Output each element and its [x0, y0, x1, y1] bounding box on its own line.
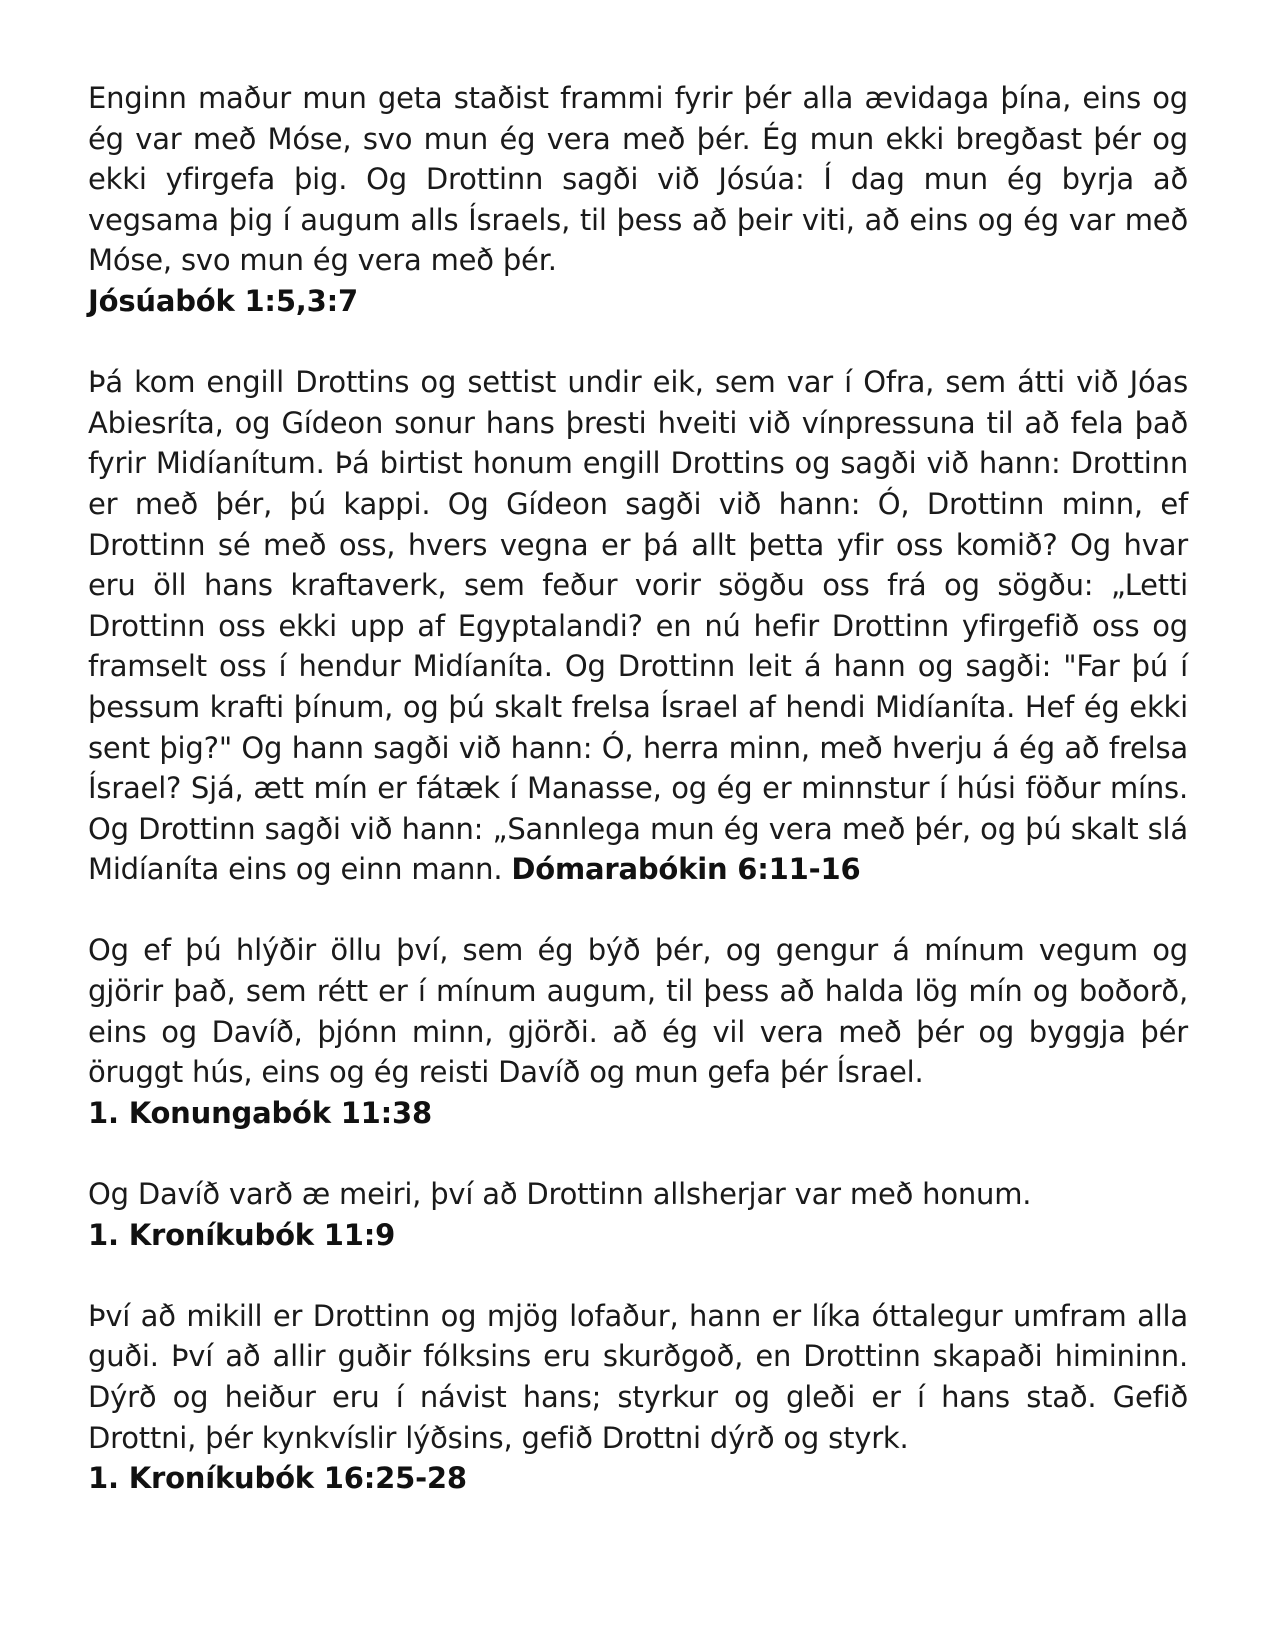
verse-reference: Dómarabókin 6:11-16 [511, 852, 861, 887]
passage-1-kings [88, 930, 1188, 1133]
verse-text: Og ef þú hlýðir öllu því, sem ég býð þér, og gengur á mínum vegum og gjörir það, sem rétt er í mínum augum, til þess að halda lög mín og boðorð, eins og Davíð, þjónn minn, gjörði. að ég vil vera með þér og byggja þér öruggt hús, eins og ég reisti Davíð og mun gefa þér Ísrael. [88, 933, 1188, 1090]
verse-text: Því að mikill er Drottinn og mjög lofaður, hann er líka óttalegur umfram alla guði. Því að allir guðir fólksins eru skurðgoð, en Drottinn skapaði himininn. Dýrð og heiður eru í návist hans; styrkur og gleði er í hans stað. Gefið Drottni, þér kynkvíslir lýðsins, gefið Drottni dýrð og styrk. [88, 1298, 1188, 1455]
passage-1-chronicles-11 [88, 1174, 1188, 1255]
document-page [88, 78, 1188, 1539]
verse-text-with-inline-reference [88, 362, 1188, 890]
verse-reference: 1. Kroníkubók 11:9 [88, 1217, 396, 1252]
verse-text: Og Davíð varð æ meiri, því að Drottinn allsherjar var með honum. [88, 1177, 1032, 1212]
verse-reference: 1. Kroníkubók 16:25-28 [88, 1461, 467, 1496]
verse-reference: Jósúabók 1:5,3:7 [88, 283, 358, 318]
verse-text: Þá kom engill Drottins og settist undir eik, sem var í Ofra, sem átti við Jóas Abiesríta, og Gídeon sonur hans þresti hveiti við vínpressuna til að fela það fyrir Midíanítum. Þá birtist honum engill Drottins og sagði við hann: Drottinn er með þér, þú kappi. Og Gídeon sagði við hann: Ó, Drottinn minn, ef Drottinn sé með oss, hvers vegna er þá allt þetta yfir oss komið? Og hvar eru öll hans kraftaverk, sem feður vorir sögðu oss frá og sögðu: „Letti Drottinn oss ekki upp af Egyptalandi? en nú hefir Drottinn yfirgefið oss og framselt oss í hendur Midíaníta. Og Drottinn leit á hann og sagði: "Far þú í þessum krafti þínum, og þú skalt frelsa Ísrael af hendi Midíaníta. Hef ég ekki sent þig?" Og hann sagði við hann: Ó, herra minn, með hverju á ég að frelsa Ísrael? Sjá, ætt mín er fátæk í Manasse, og ég er minnstur í húsi föður míns. Og Drottinn sagði við hann: „Sannlega mun ég vera með þér, og þú skalt slá Midíaníta eins og einn mann. [88, 365, 1188, 887]
verse-text: Enginn maður mun geta staðist frammi fyrir þér alla ævidaga þína, eins og ég var með Móse, svo mun ég vera með þér. Ég mun ekki bregðast þér og ekki yfirgefa þig. Og Drottinn sagði við Jósúa: Í dag mun ég byrja að vegsama þig í augum alls Ísraels, til þess að þeir viti, að eins og ég var með Móse, svo mun ég vera með þér. [88, 81, 1188, 278]
verse-reference: 1. Konungabók 11:38 [88, 1095, 433, 1130]
passage-1-chronicles-16 [88, 1296, 1188, 1499]
passage-joshua [88, 78, 1188, 322]
passage-judges [88, 362, 1188, 890]
